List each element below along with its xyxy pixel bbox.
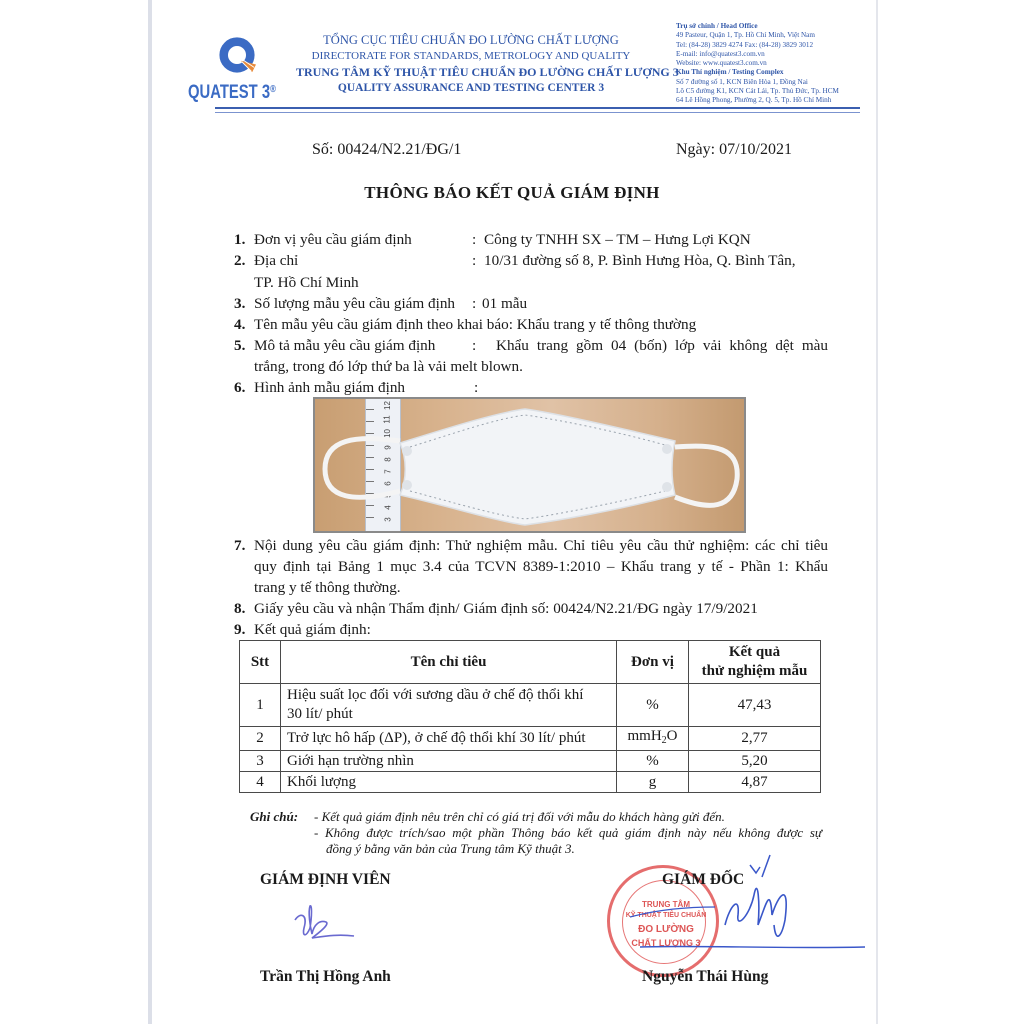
logo-wordmark: QUATEST 3® <box>188 82 276 103</box>
document-title: THÔNG BÁO KẾT QUẢ GIÁM ĐỊNH <box>364 183 660 202</box>
organization-header <box>296 32 679 96</box>
document-number: Số: 00424/N2.21/ĐG/1 <box>312 141 462 158</box>
directorate-en: DIRECTORATE FOR STANDARDS, METROLOGY AND QUALITY <box>311 50 631 62</box>
head-office-address: 49 Pasteur, Quận 1, Tp. Hồ Chí Minh, Việt Nam <box>676 31 815 40</box>
inspector-signature-icon <box>290 898 360 948</box>
directorate-vn: TỔNG CỤC TIÊU CHUẨN ĐO LƯỜNG CHẤT LƯỢNG <box>323 33 619 47</box>
contact-block <box>676 22 839 106</box>
quatest-logo <box>186 30 296 102</box>
website: Website: www.quatest3.com.vn <box>676 59 767 68</box>
page-edge <box>876 0 878 1024</box>
tel-fax: Tel: (84-28) 3829 4274 Fax: (84-28) 3829 3012 <box>676 40 814 49</box>
testing-address-1: Số 7 đường số 1, KCN Biên Hòa 1, Đồng Nai <box>676 77 808 86</box>
table-header-row <box>240 641 821 684</box>
ruler: 3 4 5 6 7 8 9 10 11 12 <box>365 399 401 531</box>
testing-address-2: Lô C5 đường K1, KCN Cát Lái, Tp. Thủ Đức, Tp. HCM <box>676 87 839 96</box>
email: E-mail: info@quatest3.com.vn <box>676 49 765 58</box>
table-row: 1 Hiệu suất lọc đối với sương dầu ở chế độ thổi khí 30 lít/ phút % 47,43 <box>240 684 821 727</box>
center-en: QUALITY ASSURANCE AND TESTING CENTER 3 <box>337 82 605 94</box>
table-row: 2 Trở lực hô hấp (ΔP), ở chế độ thổi khí 30 lít/ phút mmH$_2$O 2,77 <box>240 727 821 751</box>
testing-complex-label: Khu Thí nghiệm / Testing Complex <box>676 68 784 77</box>
sample-photo <box>313 397 746 533</box>
center-vn: TRUNG TÂM KỸ THUẬT TIÊU CHUẨN ĐO LƯỜNG CHẤT LƯỢNG 3 <box>296 65 679 79</box>
face-mask-image <box>315 399 744 531</box>
header-result: Kết quả thử nghiệm mẫu <box>689 641 821 684</box>
header-stt: Stt <box>240 641 281 684</box>
director-name: Nguyễn Thái Hùng <box>642 968 769 985</box>
inspector-title: GIÁM ĐỊNH VIÊN <box>260 871 391 888</box>
page-edge <box>148 0 152 1024</box>
note-2-cont: đồng ý bằng văn bản của Trung tâm Kỹ thuật 3. <box>326 841 575 856</box>
header-unit: Đơn vị <box>617 641 689 684</box>
inspector-name: Trần Thị Hồng Anh <box>260 968 391 985</box>
notes-label: Ghi chú: <box>250 809 299 824</box>
director-title: GIÁM ĐỐC <box>662 871 745 888</box>
quatest-q-icon <box>218 36 256 74</box>
table-row: 4 Khối lượng g 4,87 <box>240 772 821 793</box>
head-office-label: Trụ sở chính / Head Office <box>676 22 758 30</box>
director-signature-icon <box>620 845 870 955</box>
note-1: - Kết quả giám định nêu trên chỉ có giá trị đối với mẫu do khách hàng gửi đến. <box>314 809 725 824</box>
note-2: - Không được trích/sao một phần Thông báo kết quả giám định này nếu không được sự <box>314 825 822 840</box>
document-date: Ngày: 07/10/2021 <box>676 141 792 158</box>
header-divider <box>215 107 860 113</box>
table-row: 3 Giới hạn trường nhìn % 5,20 <box>240 751 821 772</box>
testing-address-3: 64 Lê Hồng Phong, Phường 2, Q. 5, Tp. Hồ Chí Minh <box>676 96 832 105</box>
official-stamp: TRUNG TÂM KỸ THUẬT TIÊU CHUẨN ĐO LƯỜNG CHẤT LƯỢNG 3 <box>607 865 719 977</box>
results-table <box>239 640 821 793</box>
header-name: Tên chỉ tiêu <box>281 641 617 684</box>
